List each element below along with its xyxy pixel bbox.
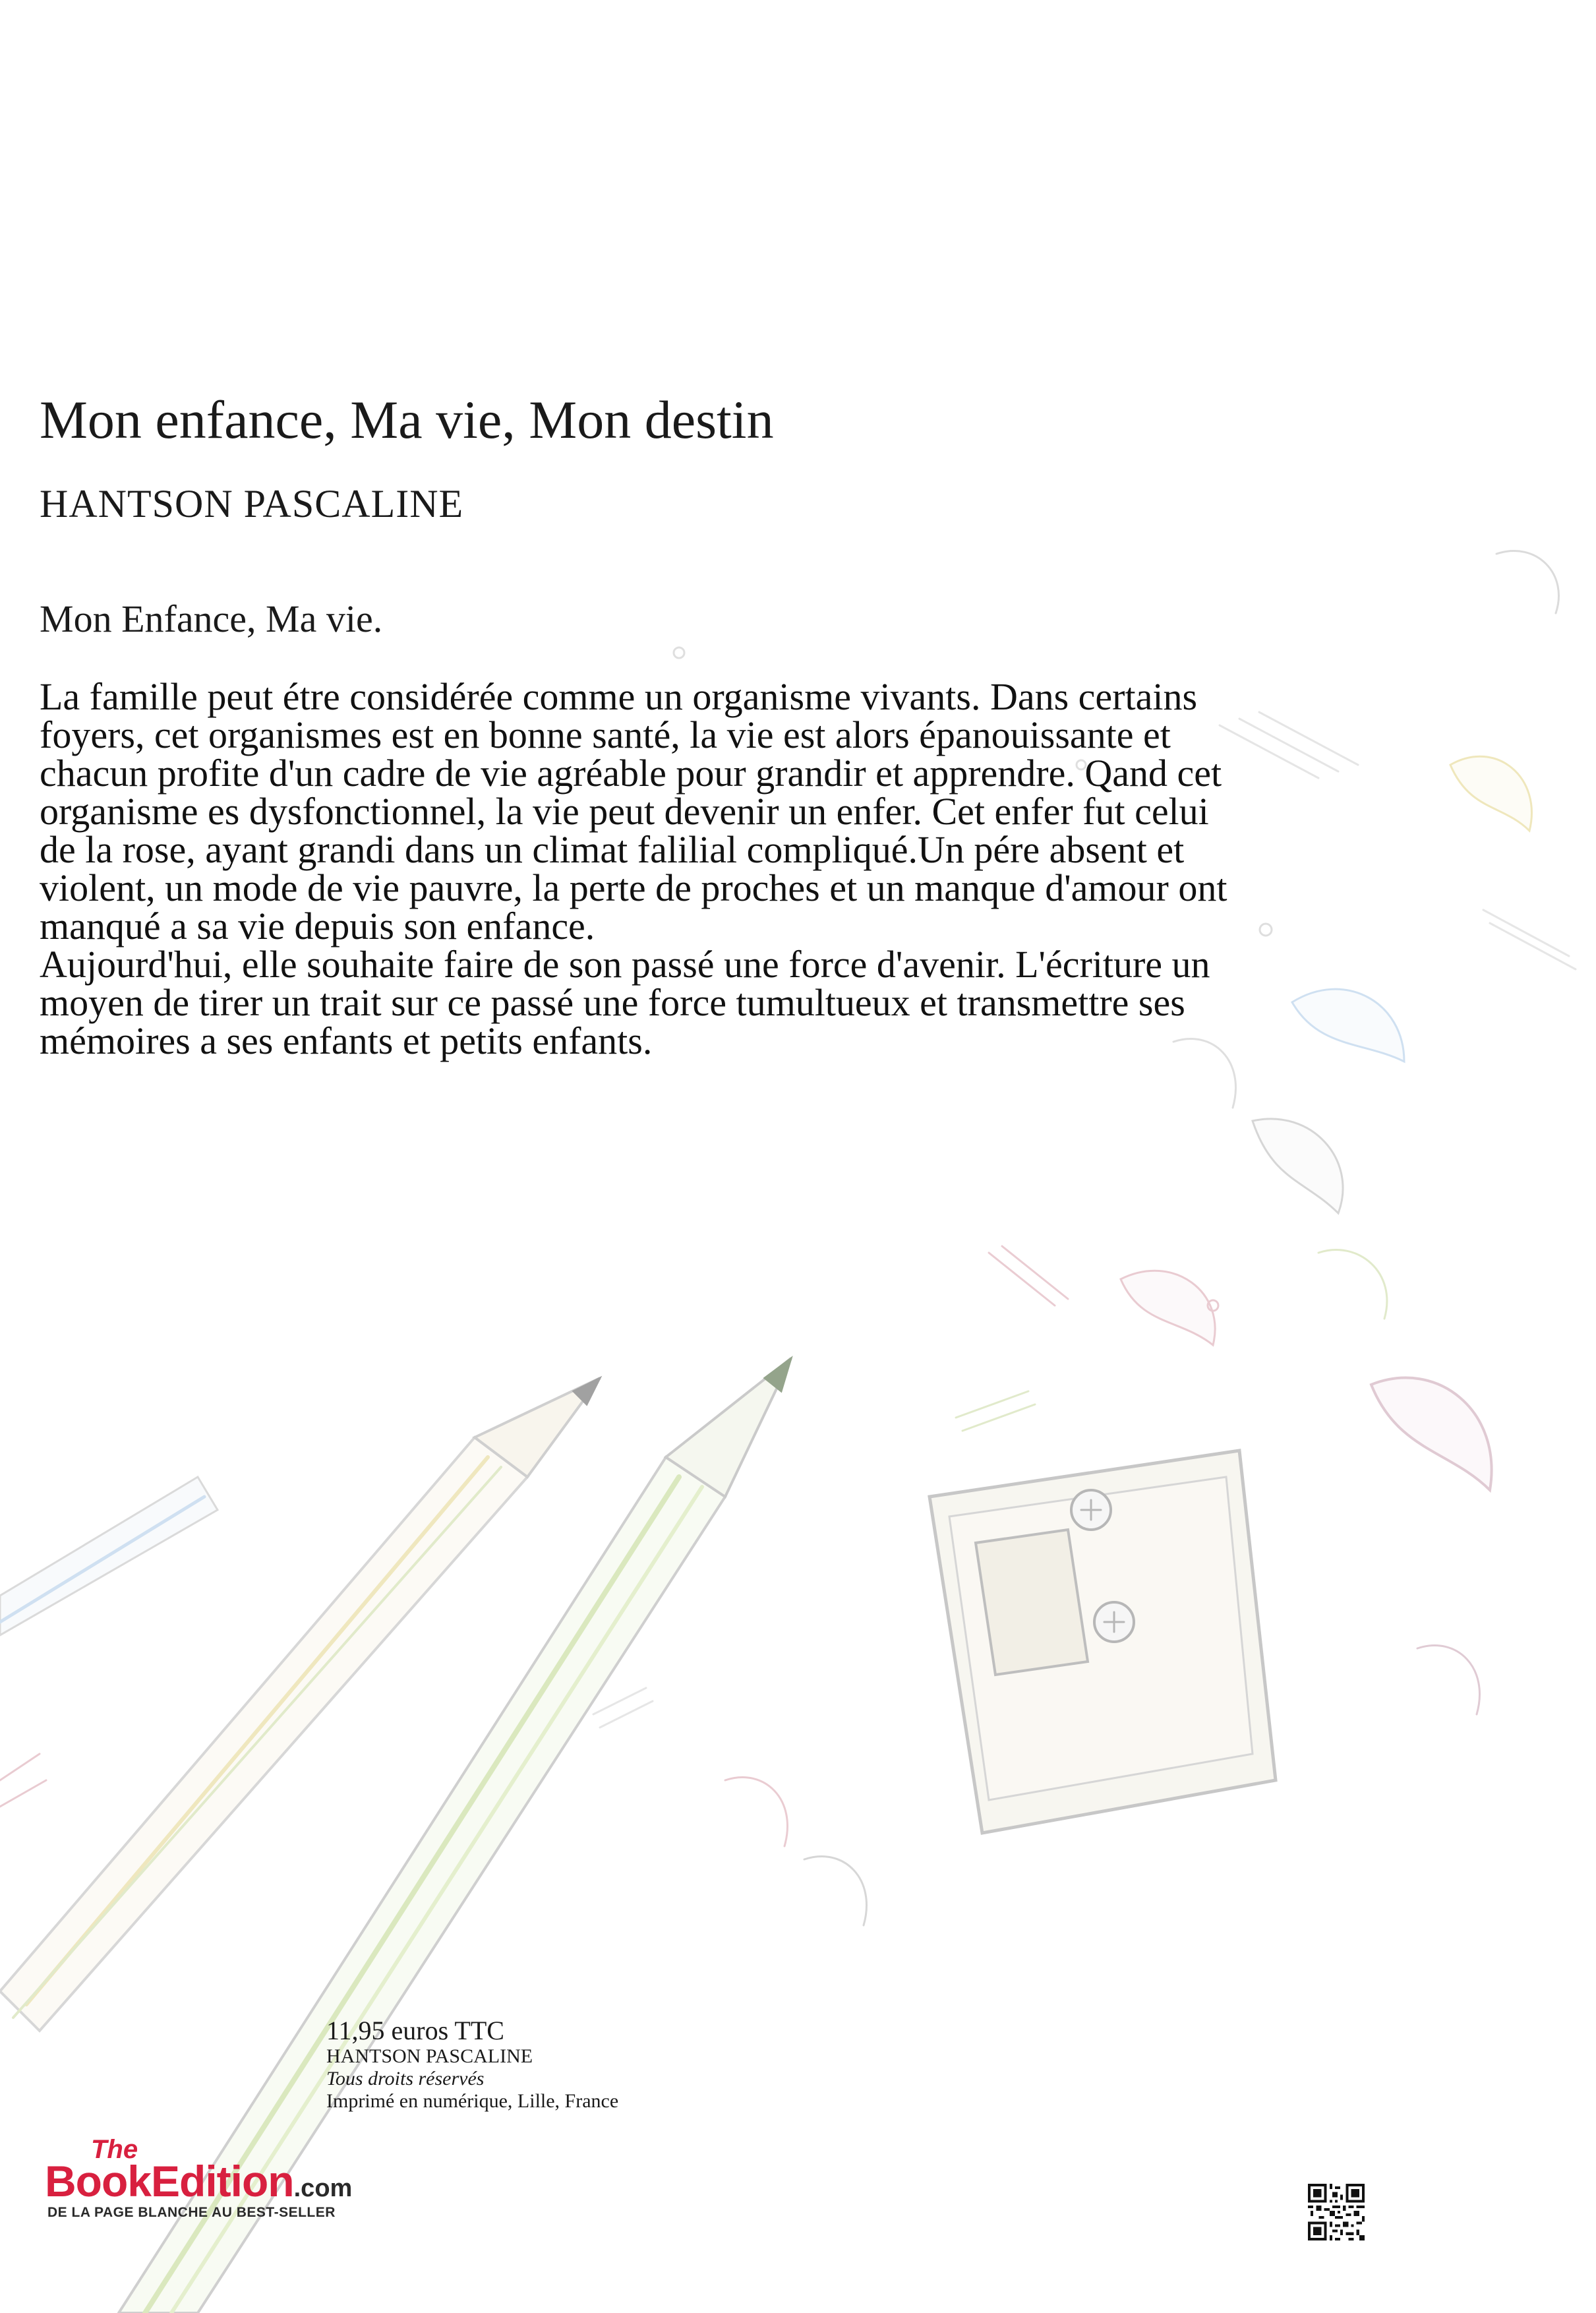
logo-domain: .com [293, 2175, 353, 2202]
logo-brand-name: BookEdition [45, 2157, 294, 2206]
blurb-paragraph: La famille peut étre considérée comme un organisme vivants. Dans certains foyers, cet organismes est en bonne santé, la vie est alors épanouissante et chacun profite d'un cadre de vie agréable pour grandir et apprendre. Qand cet organisme es dysfonctionnel, la vie peut devenir un enfer. Cet enfer fut celui de la rose, ayant grandi dans un climat falilial compliqué.Un pére absent et violent, un mode de vie pauvre, la perte de proches et un manque d'amour ont manqué a sa vie depuis son enfance. [40, 675, 1227, 947]
print-notice: Imprimé en numérique, Lille, France [326, 2090, 619, 2112]
logo-brand [45, 2156, 352, 2206]
price: 11,95 euros TTC [326, 2016, 504, 2045]
book-author: HANTSON PASCALINE [40, 482, 464, 526]
publisher-logo [45, 2135, 427, 2221]
logo-tagline: DE LA PAGE BLANCHE AU BEST-SELLER [47, 2205, 336, 2220]
rights-notice: Tous droits réservés [326, 2068, 485, 2089]
book-title: Mon enfance, Ma vie, Mon destin [40, 390, 774, 450]
qr-code-icon [1308, 2184, 1365, 2240]
book-subtitle: Mon Enfance, Ma vie. [40, 597, 383, 640]
colophon-author: HANTSON PASCALINE [326, 2045, 533, 2067]
book-blurb [40, 675, 1239, 1062]
blurb-paragraph: Aujourd'hui, elle souhaite faire de son passé une force d'avenir. L'écriture un moyen de tirer un trait sur ce passé une force tumultueux et transmettre ses mémoires a ses enfants et petits enfants. [40, 943, 1210, 1062]
logo-the: The [91, 2135, 138, 2164]
colophon [326, 2016, 618, 2113]
